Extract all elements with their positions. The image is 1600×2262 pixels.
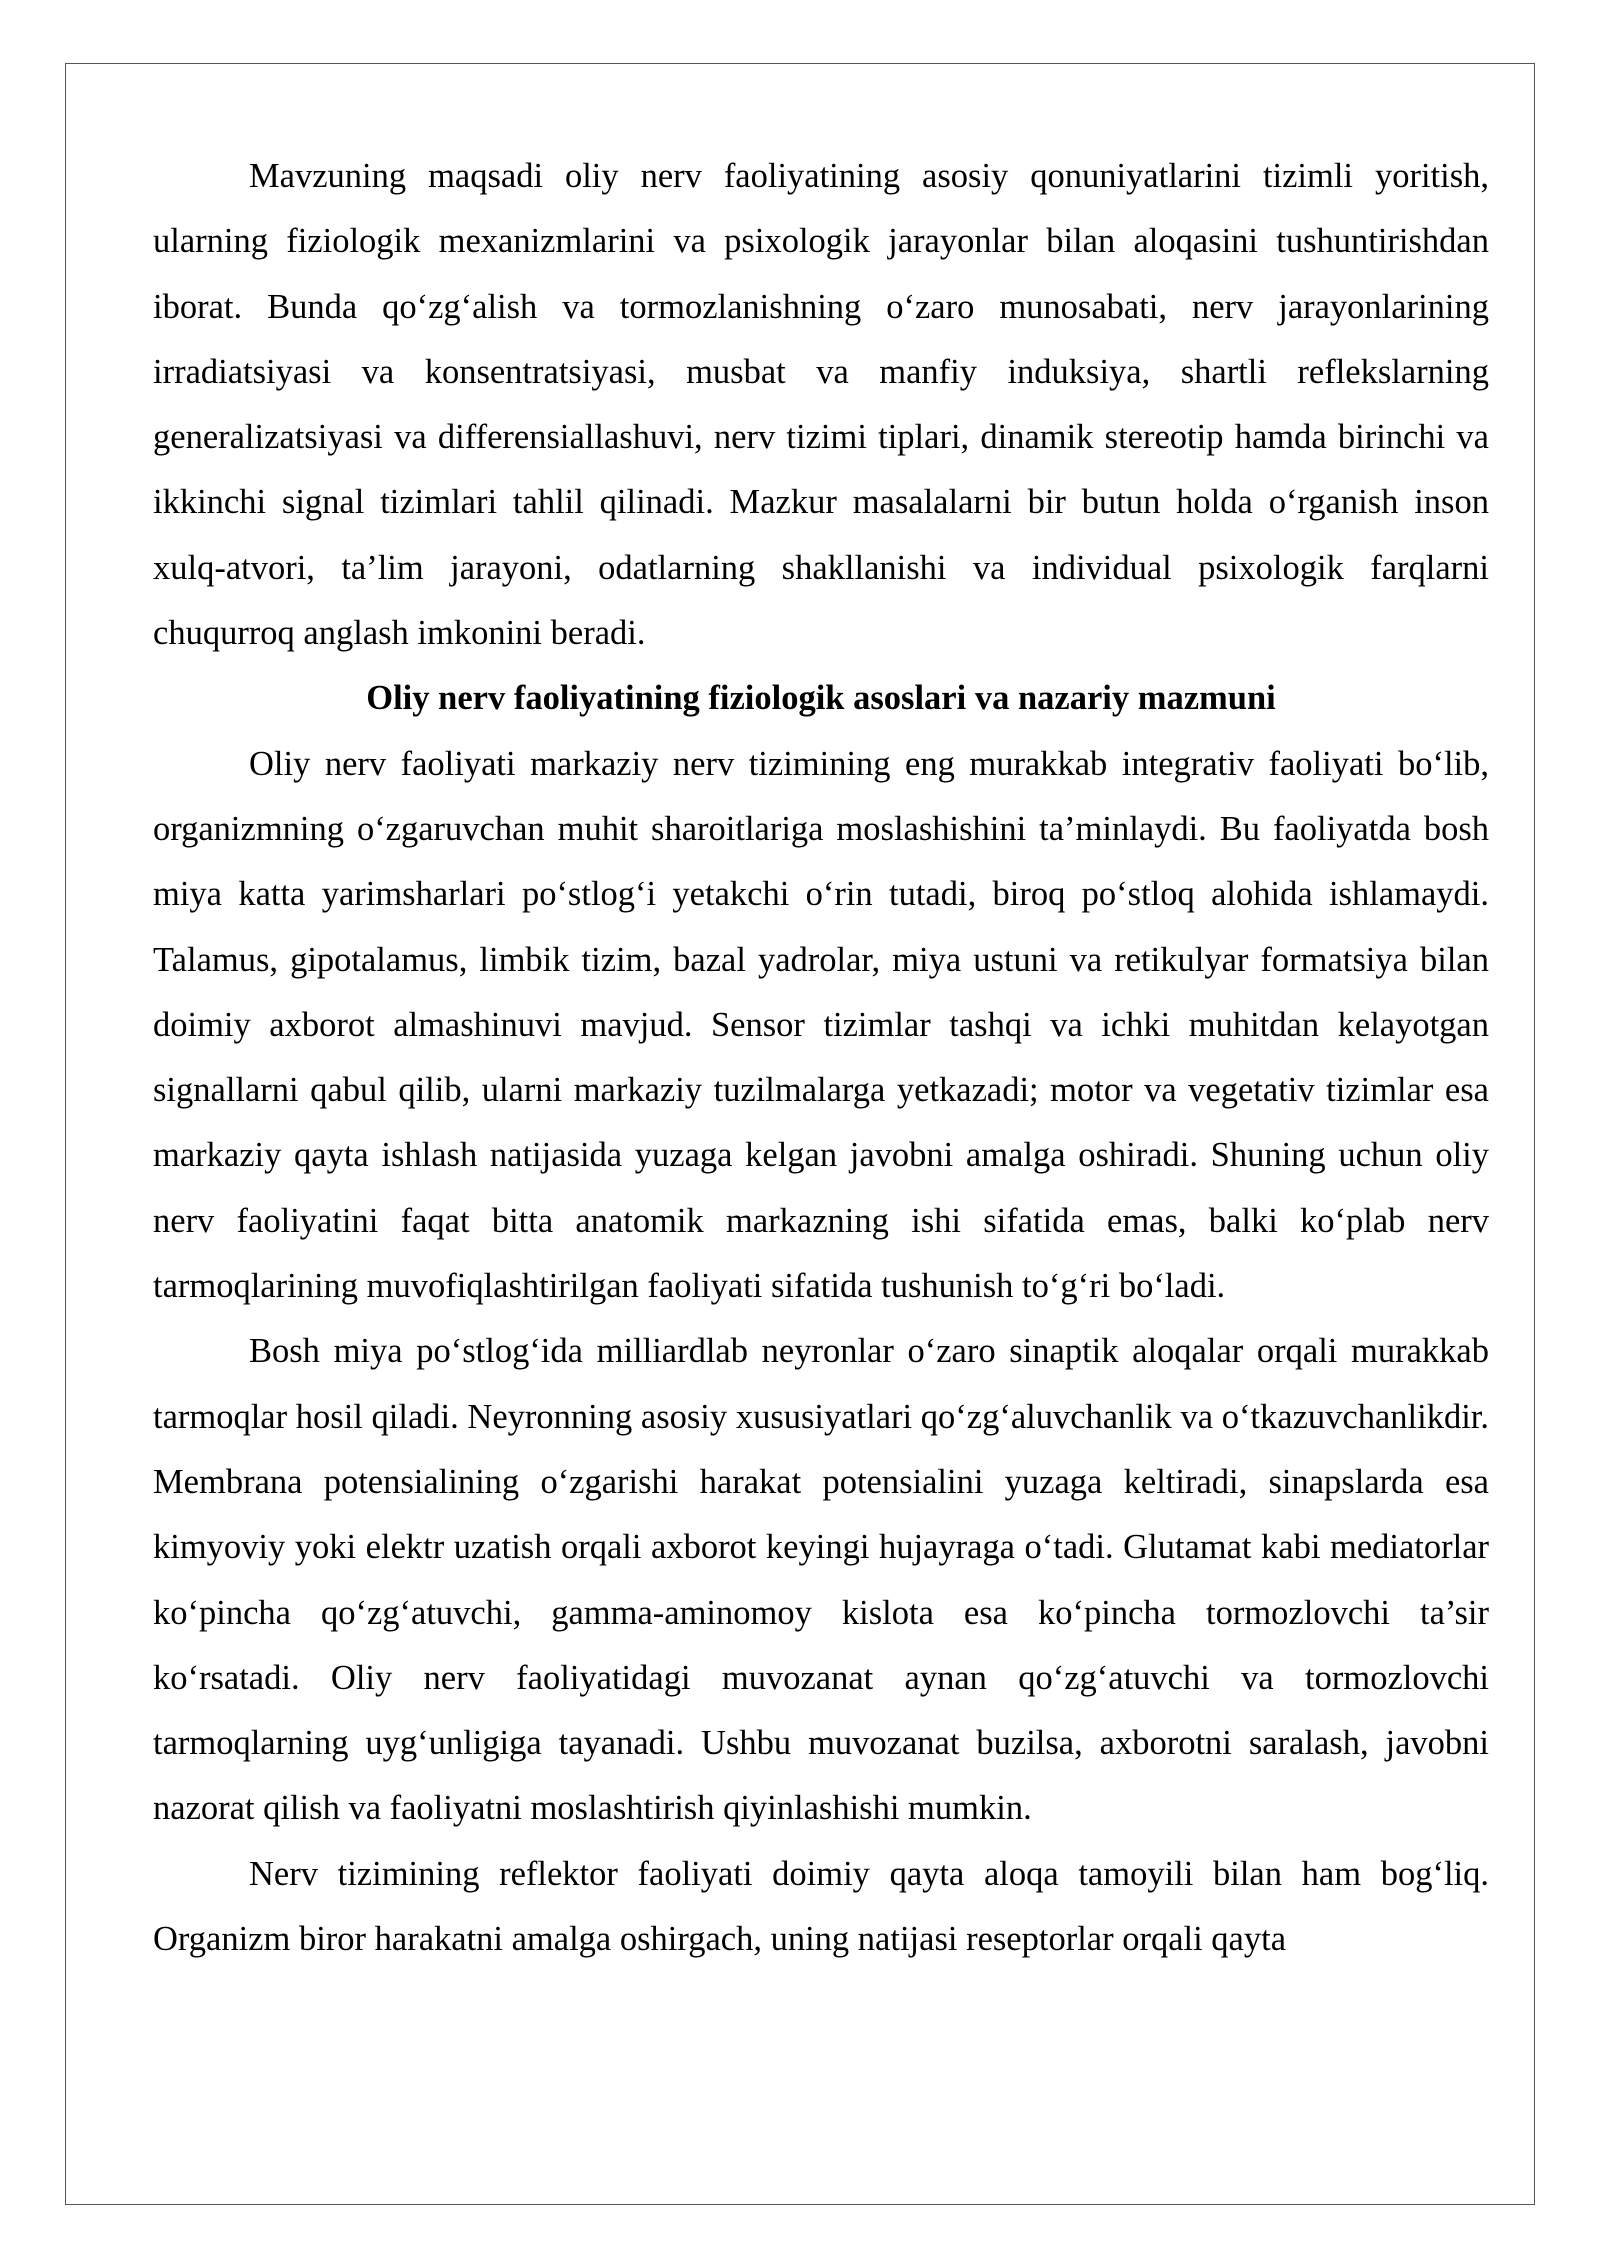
intro-paragraph: Mavzuning maqsadi oliy nerv faoliyatining asosiy qonuniyatlarini tizimli yoritish, ularning fiziologik mexanizmlarini va psixologik jarayonlar bilan aloqasini tushuntirishdan iborat. Bunda qo‘zg‘alish va tormozlanishning o‘zaro munosabati, nerv jarayonlarining irradiatsiyasi va konsentratsiyasi, musbat va manfiy induksiya, shartli reflekslarning generalizatsiyasi va differensiallashuvi, nerv tizimi tiplari, dinamik stereotip hamda birinchi va ikkinchi signal tizimlari tahlil qilinadi. Mazkur masalalarni bir butun holda o‘rganish inson xulq-atvori, ta’lim jarayoni, odatlarning shakllanishi va individual psixologik farqlarni chuqurroq anglash imkonini beradi. xyxy=(153,157,1489,653)
body-paragraph-1: Oliy nerv faoliyati markaziy nerv tizimining eng murakkab integrativ faoliyati bo‘lib, organizmning o‘zgaruvchan muhit sharoitlariga moslashishini ta’minlaydi. Bu faoliyatda bosh miya katta yarimsharlari po‘stlog‘i yetakchi o‘rin tutadi, biroq po‘stloq alohida ishlamaydi. Talamus, gipotalamus, limbik tizim, bazal yadrolar, miya ustuni va retikulyar formatsiya bilan doimiy axborot almashinuvi mavjud. Sensor tizimlar tashqi va ichki muhitdan kelayotgan signallarni qabul qilib, ularni markaziy tuzilmalarga yetkazadi; motor va vegetativ tizimlar esa markaziy qayta ishlash natijasida yuzaga kelgan javobni amalga oshiradi. Shuning uchun oliy nerv faoliyatini faqat bitta anatomik markazning ishi sifatida emas, balki ko‘plab nerv tarmoqlarining muvofiqlashtirilgan faoliyati sifatida tushunish to‘g‘ri bo‘ladi. xyxy=(153,744,1489,1306)
body-paragraph-2: Bosh miya po‘stlog‘ida milliardlab neyronlar o‘zaro sinaptik aloqalar orqali murakkab tarmoqlar hosil qiladi. Neyronning asosiy xususiyatlari qo‘zg‘aluvchanlik va o‘tkazuvchanlikdir. Membrana potensialining o‘zgarishi harakat potensialini yuzaga keltiradi, sinapslarda esa kimyoviy yoki elektr uzatish orqali axborot keyingi hujayraga o‘tadi. Glutamat kabi mediatorlar ko‘pincha qo‘zg‘atuvchi, gamma-aminomoy kislota esa ko‘pincha tormozlovchi ta’sir ko‘rsatadi. Oliy nerv faoliyatidagi muvozanat aynan qo‘zg‘atuvchi va tormozlovchi tarmoqlarning uyg‘unligiga tayanadi. Ushbu muvozanat buzilsa, axborotni saralash, javobni nazorat qilish va faoliyatni moslashtirish qiyinlashishi mumkin. xyxy=(153,1332,1489,1828)
section-heading: Oliy nerv faoliyatining fiziologik asoslari va nazariy mazmuni xyxy=(366,679,1276,718)
document-body xyxy=(153,144,1489,1972)
body-paragraph-3: Nerv tizimining reflektor faoliyati doimiy qayta aloqa tamoyili bilan ham bog‘liq. Organizm biror harakatni amalga oshirgach, uning natijasi reseptorlar orqali qayta xyxy=(153,1854,1489,1959)
